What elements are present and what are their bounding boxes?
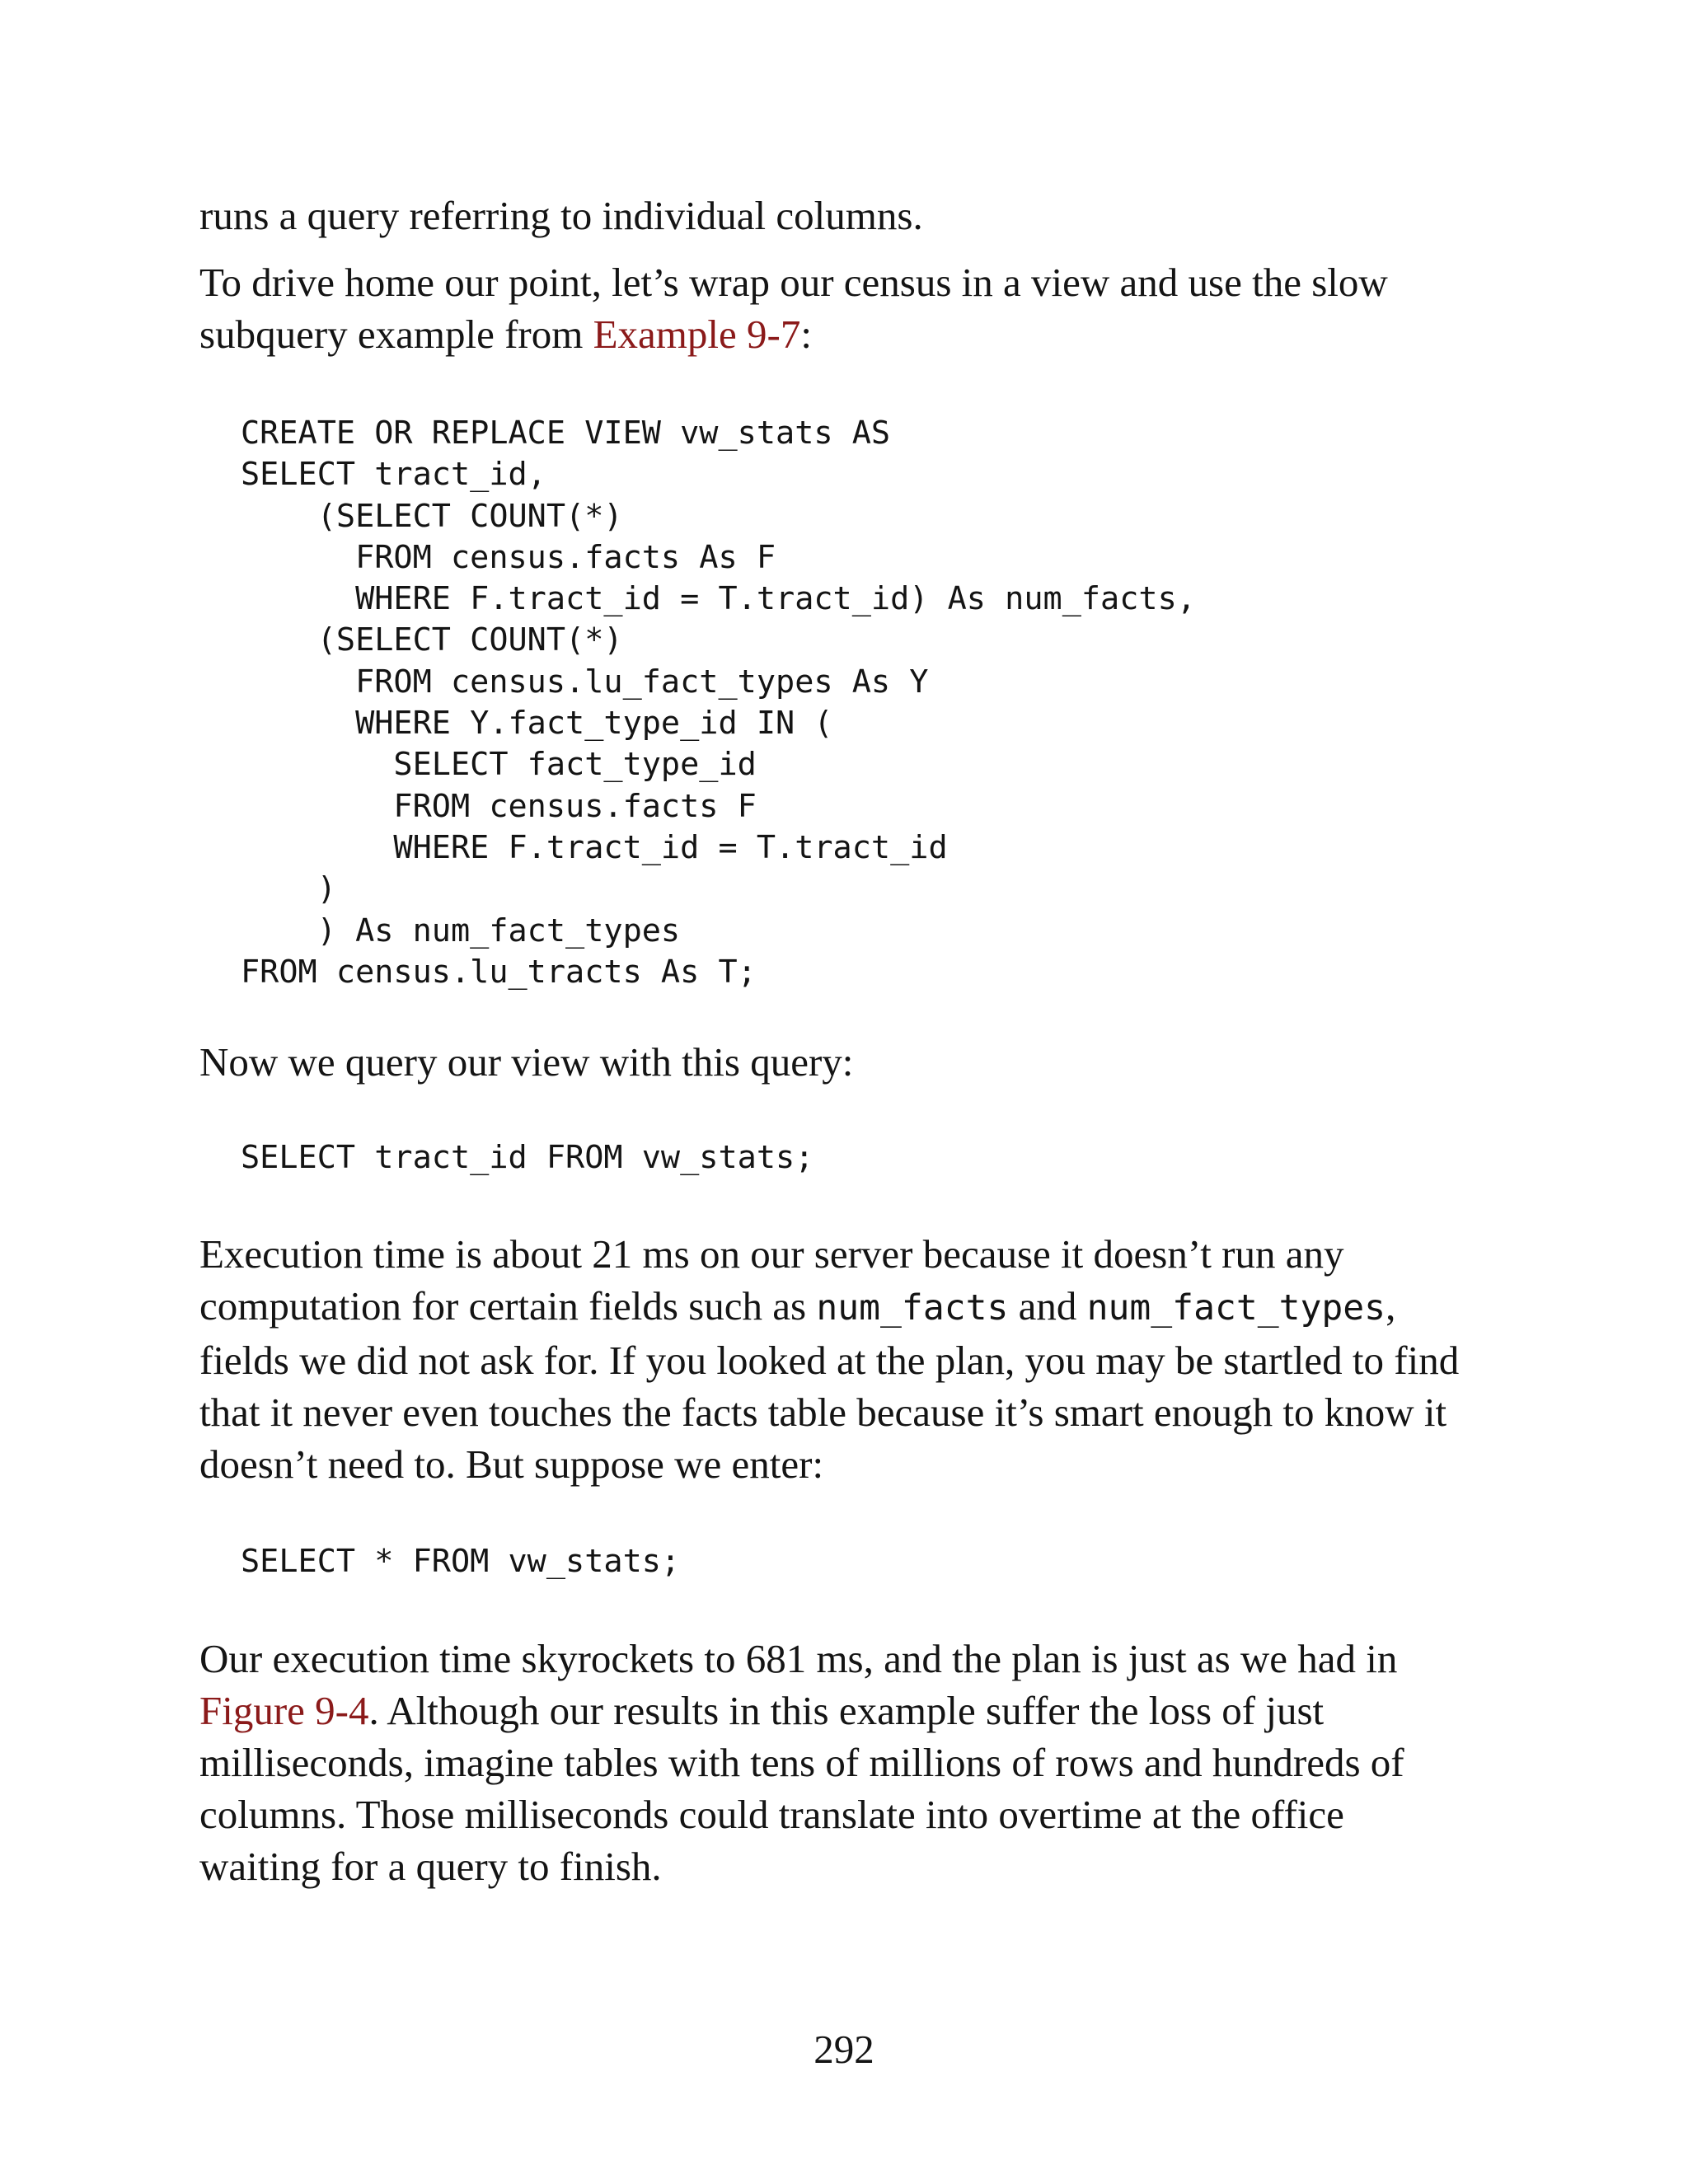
code-block-select-tract: SELECT tract_id FROM vw_stats;	[241, 1139, 814, 1177]
paragraph-execution-time	[199, 1228, 1469, 1490]
example-9-7-link[interactable]: Example 9-7	[593, 312, 801, 357]
code-block-create-view: CREATE OR REPLACE VIEW vw_stats AS SELECT tract_id, (SELECT COUNT(*) FROM census.facts As F WHERE F.tract_id = T.tract_id) As num_facts, (SELECT COUNT(*) FROM census.lu_fact_types As Y WHERE Y.fact_type_id IN ( SELECT fact_type_id FROM census.facts F WHERE F.tract_id = T.tract_id ) ) As num_fact_types FROM census.lu_tracts As T;	[241, 415, 1196, 991]
paragraph-text: :	[800, 312, 812, 357]
paragraph-text: . Although our results in this example suffer the loss of just milliseconds, imagine tables with tens of millions of rows and hundreds of columns. Those milliseconds could translate into overtime at the office waiting for a query to finish.	[199, 1687, 1404, 1889]
figure-9-4-link[interactable]: Figure 9-4	[199, 1687, 369, 1733]
paragraph-text: Execution time is about 21 ms on our server because it doesn’t run any computation for certain fields such as	[199, 1231, 1344, 1329]
paragraph-text: and	[1008, 1283, 1087, 1329]
page-number: 292	[814, 2027, 874, 2072]
inline-code-num-facts: num_facts	[816, 1287, 1009, 1329]
paragraph-query-view: Now we query our view with this query:	[199, 1039, 854, 1085]
paragraph-text: Our execution time skyrockets to 681 ms, and the plan is just as we had in	[199, 1635, 1398, 1681]
page-body	[199, 190, 1469, 1892]
paragraph-text: To drive home our point, let’s wrap our census in a view and use the slow subquery example from	[199, 260, 1388, 357]
inline-code-num-fact-types: num_fact_types	[1086, 1287, 1386, 1329]
paragraph-wrap-census	[199, 256, 1444, 360]
paragraph-intro-continuation: runs a query referring to individual columns.	[199, 193, 923, 238]
code-block-select-all: SELECT * FROM vw_stats;	[241, 1543, 681, 1581]
paragraph-skyrockets	[199, 1633, 1469, 1892]
paragraph-text: , fields we did not ask for. If you looked at the plan, you may be startled to find that it never even touches the facts table because it’s smart enough to know it doesn’t need to. But suppose we enter:	[199, 1283, 1460, 1488]
